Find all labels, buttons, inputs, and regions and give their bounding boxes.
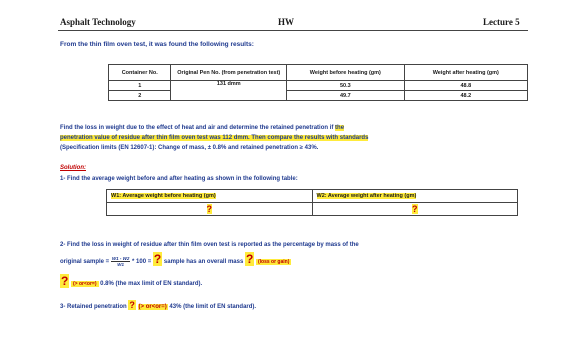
fraction-numerator: W1 - W2 <box>111 255 130 261</box>
compare-badge: (> or<or=) <box>73 281 97 287</box>
cell: 1 <box>109 81 171 91</box>
compare-text: 0.8% (the max limit of EN standard). <box>100 281 203 287</box>
mass-change-question: ? <box>245 252 254 266</box>
average-weights-table <box>106 189 518 216</box>
step-1-text: 1- Find the average weight before and after heating as shown in the following table: <box>60 176 298 182</box>
compare-question: ? <box>61 274 69 288</box>
results-table <box>108 64 528 101</box>
table-row <box>109 81 528 91</box>
task-text: Find the loss in weight due to the effect of heat and air and determine the retained penetration if <box>60 125 334 131</box>
col-container: Container No. <box>109 65 171 81</box>
step-3-text: 3- Retained penetration <box>60 304 127 310</box>
header-lecture: Lecture 5 <box>483 17 520 27</box>
w1-value <box>107 203 313 216</box>
step-2-mass-text: sample has an overall mass <box>163 259 244 265</box>
col-weight-after: Weight after heating (gm) <box>404 65 527 81</box>
step-2-lhs: original sample = <box>60 259 110 265</box>
cell: 48.8 <box>404 81 527 91</box>
step-2-line-1: 2- Find the loss in weight of residue after thin film oven test is reported as the percentage by mass of the <box>60 242 359 248</box>
step-3-line <box>60 298 256 314</box>
w2-value <box>312 203 518 216</box>
step-2-line-2 <box>60 252 291 269</box>
header-course: Asphalt Technology <box>60 17 136 27</box>
w2-header <box>312 190 518 203</box>
task-highlight: penetration value of residue after thin film oven test was 112 dmm. Then compare the results with standards <box>60 135 369 141</box>
cell: 48.2 <box>404 91 527 101</box>
step-2-compare <box>60 274 202 291</box>
cell: 50.3 <box>287 81 404 91</box>
retained-compare-badge: (> or<or=) <box>138 304 167 310</box>
header-hw: HW <box>278 17 295 27</box>
w2-question: ? <box>412 204 418 214</box>
step-2-multiply: * 100 = <box>132 259 152 265</box>
w1-header <box>107 190 313 203</box>
step-3-tail: 43% (the limit of EN standard). <box>169 304 257 310</box>
header-divider <box>58 30 528 31</box>
task-line-3: (Specification limits (EN 12607-1): Change of mass, ± 0.8% and retained penetration ≥ 43%. <box>60 145 319 151</box>
task-line-1 <box>60 123 344 133</box>
loss-percent-question: ? <box>153 252 162 266</box>
cell: 131 dmm <box>171 81 287 101</box>
loss-formula-fraction <box>111 256 131 267</box>
cell: 49.7 <box>287 91 404 101</box>
cell: 2 <box>109 91 171 101</box>
intro-text: From the thin film oven test, it was found the following results: <box>60 41 254 48</box>
fraction-denominator: W1 <box>117 261 124 267</box>
w1-question: ? <box>206 204 212 214</box>
w2-header-text: W2: Average weight after heating (gm) <box>316 193 417 199</box>
task-highlight: the <box>335 125 345 131</box>
solution-label: Solution: <box>60 165 86 171</box>
col-weight-before: Weight before heating (gm) <box>287 65 404 81</box>
w1-header-text: W1: Average weight before heating (gm) <box>111 193 216 199</box>
retained-pen-question: ? <box>129 300 135 310</box>
loss-gain-badge: (loss or gain) <box>257 259 290 265</box>
col-original-pen: Original Pen No. (from penetration test) <box>171 65 287 81</box>
task-line-2 <box>60 133 368 143</box>
